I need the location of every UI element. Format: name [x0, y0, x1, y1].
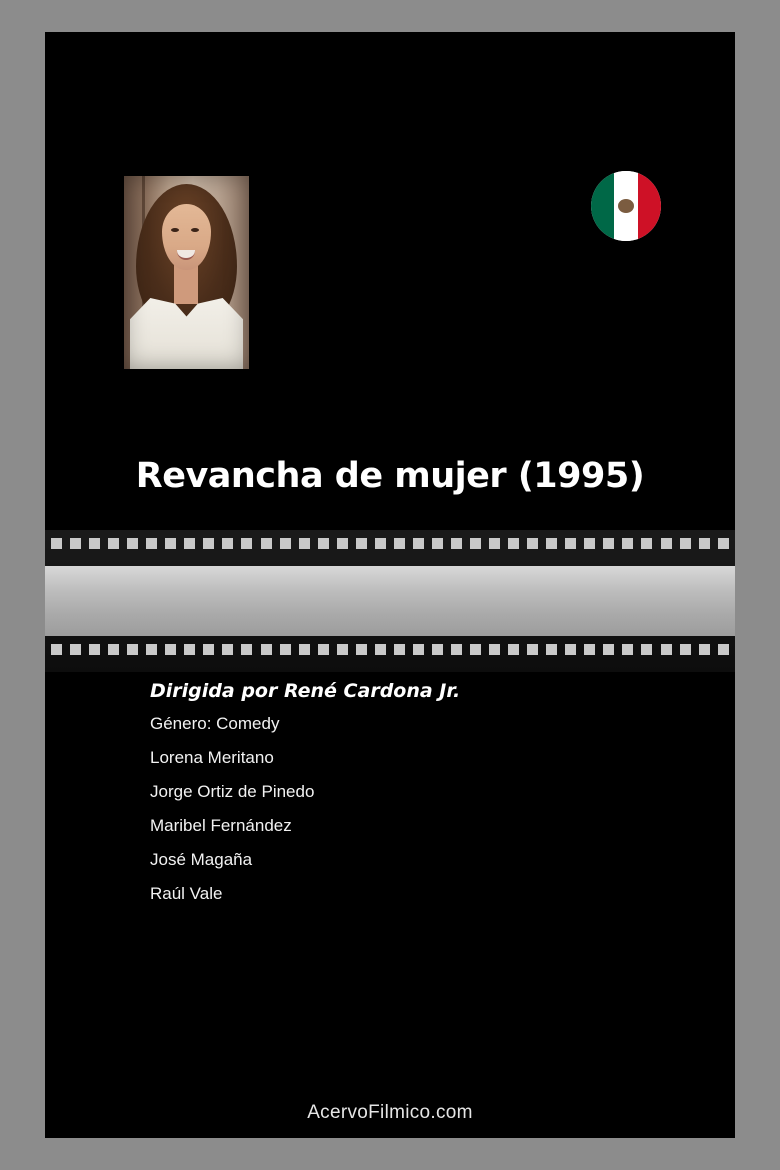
flag-band-red [638, 171, 661, 241]
site-watermark: AcervoFilmico.com [307, 1102, 473, 1123]
portrait-vignette [124, 176, 249, 369]
mexico-flag-icon [591, 171, 661, 241]
genre-credit: Género: Comedy [150, 714, 280, 733]
flag-emblem-icon [618, 199, 634, 213]
poster-top-section [45, 32, 735, 530]
cast-member: Raúl Vale [150, 884, 223, 903]
filmstrip-decoration [45, 530, 735, 672]
actress-portrait-image [124, 176, 249, 369]
flag-band-green [591, 171, 614, 241]
cast-member: Lorena Meritano [150, 748, 274, 767]
movie-title: Revancha de mujer (1995) [135, 456, 645, 496]
cast-member: Jorge Ortiz de Pinedo [150, 782, 315, 801]
director-credit: Dirigida por René Cardona Jr. [150, 680, 461, 702]
credits-block [150, 680, 670, 918]
cast-member: José Magaña [150, 850, 253, 869]
filmstrip-perforations-top [45, 538, 735, 556]
filmstrip-perforations-bottom [45, 644, 735, 662]
movie-poster [45, 32, 735, 1138]
cast-member: Maribel Fernández [150, 816, 292, 835]
filmstrip-body [45, 566, 735, 636]
